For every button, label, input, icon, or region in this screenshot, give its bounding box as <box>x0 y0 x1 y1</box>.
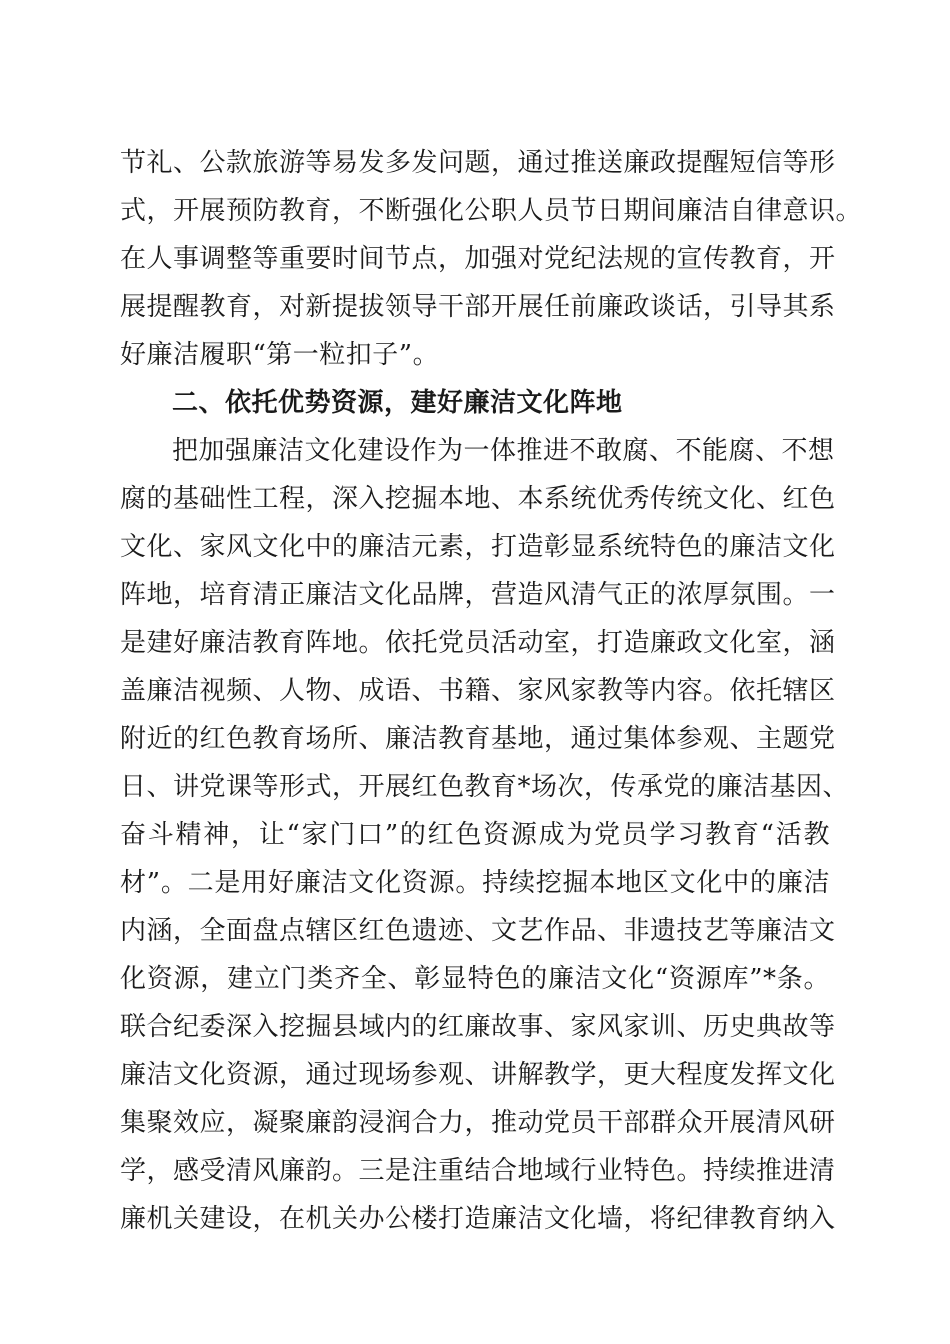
paragraph-line: 学，感受清风廉韵。三是注重结合地域行业特色。持续推进清 <box>120 1156 836 1186</box>
paragraph-line: 盖廉洁视频、人物、成语、书籍、家风家教等内容。依托辖区 <box>120 676 836 706</box>
paragraph-line: 廉洁文化资源，通过现场参观、讲解教学，更大程度发挥文化 <box>120 1060 836 1090</box>
section-heading: 二、依托优势资源，建好廉洁文化阵地 <box>172 388 623 418</box>
paragraph-line: 化资源，建立门类齐全、彰显特色的廉洁文化“资源库”*条。 <box>120 964 830 994</box>
paragraph-line: 阵地，培育清正廉洁文化品牌，营造风清气正的浓厚氛围。一 <box>120 580 836 610</box>
paragraph-line: 内涵，全面盘点辖区红色遗迹、文艺作品、非遗技艺等廉洁文 <box>120 916 836 946</box>
paragraph-line: 是建好廉洁教育阵地。依托党员活动室，打造廉政文化室，涵 <box>120 628 836 658</box>
paragraph-line: 集聚效应，凝聚廉韵浸润合力，推动党员干部群众开展清风研 <box>120 1108 836 1138</box>
paragraph-line: 联合纪委深入挖掘县域内的红廉故事、家风家训、历史典故等 <box>120 1012 836 1042</box>
paragraph-line: 在人事调整等重要时间节点，加强对党纪法规的宣传教育，开 <box>120 244 836 274</box>
paragraph-line: 把加强廉洁文化建设作为一体推进不敢腐、不能腐、不想 <box>172 436 835 466</box>
paragraph-line: 节礼、公款旅游等易发多发问题，通过推送廉政提醒短信等形 <box>120 148 836 178</box>
paragraph-line: 展提醒教育，对新提拔领导干部开展任前廉政谈话，引导其系 <box>120 292 836 322</box>
paragraph-line: 日、讲党课等形式，开展红色教育*场次，传承党的廉洁基因、 <box>120 772 850 802</box>
paragraph-line: 文化、家风文化中的廉洁元素，打造彰显系统特色的廉洁文化 <box>120 532 836 562</box>
paragraph-line: 廉机关建设，在机关办公楼打造廉洁文化墙，将纪律教育纳入 <box>120 1204 836 1234</box>
paragraph-line: 腐的基础性工程，深入挖掘本地、本系统优秀传统文化、红色 <box>120 484 836 514</box>
paragraph-line: 式，开展预防教育，不断强化公职人员节日期间廉洁自律意识。 <box>120 196 863 226</box>
paragraph-line: 好廉洁履职“第一粒扣子”。 <box>120 340 440 370</box>
paragraph-line: 附近的红色教育场所、廉洁教育基地，通过集体参观、主题党 <box>120 724 836 754</box>
paragraph-line: 奋斗精神，让“家门口”的红色资源成为党员学习教育“活教 <box>120 820 830 850</box>
paragraph-line: 材”。二是用好廉洁文化资源。持续挖掘本地区文化中的廉洁 <box>120 868 830 898</box>
